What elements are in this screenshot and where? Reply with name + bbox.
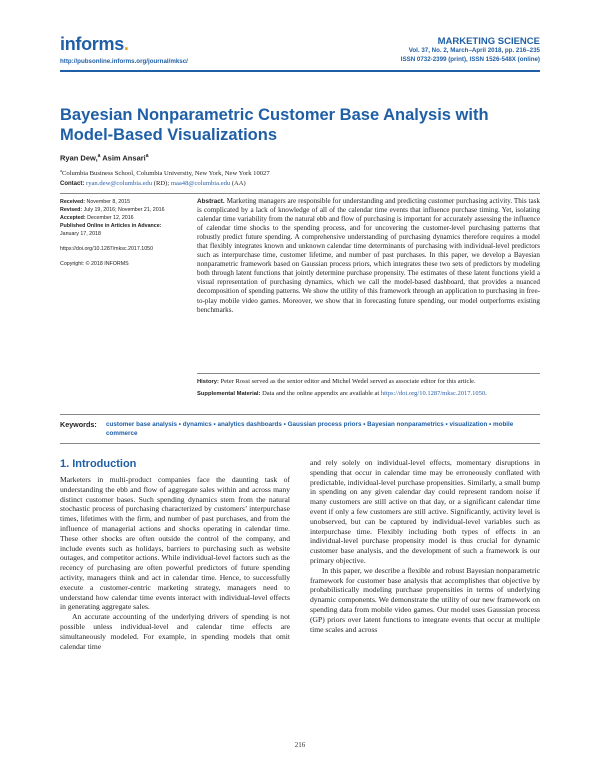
history: History: Peter Rossi served as the senior editor and Michel Wedel served as associate editor for this article. Supplemental Material: Data and the online appendix are available at https://doi.org/10.1287/mksc.2017.1050. <box>197 378 487 397</box>
supplemental-link[interactable]: https://doi.org/10.1287/mksc.2017.1050 <box>380 389 486 397</box>
paragraph: and rely solely on individual-level effects, momentary disruptions in spending that occur in calendar time may be erroneously conflated with predictable, individual-level purchase propensities. Similarly, a small bump in spending on any given calendar day could represent random noise if many customers are still active on that day, or a significant calendar time event if only a few customers are still active. Significantly, activity level is unobserved, but can be captured by individual-level variables such as interpurchase time. Flexibly including both types of effects in an individual-level purchase propensity model is thus crucial for dynamic customer base analysis, and the development of such a framework is our primary objective. <box>310 458 540 565</box>
abstract <box>197 197 540 315</box>
doi-link[interactable]: https://doi.org/10.1287/mksc.2017.1050 <box>60 245 154 252</box>
paper-title: Bayesian Nonparametric Customer Base Analysis with Model-Based Visualizations <box>60 106 489 144</box>
keywords-list[interactable]: customer base analysis • dynamics • analytics dashboards • Gaussian process priors • Bayesian nonparametrics • visualization • mobile commerce <box>106 421 514 437</box>
volume-line: Vol. 37, No. 2, March–April 2018, pp. 216–235 <box>408 47 540 54</box>
journal-name: MARKETING SCIENCE <box>437 36 540 47</box>
section-heading: 1. Introduction <box>60 458 137 470</box>
journal-info <box>401 36 540 64</box>
divider <box>197 373 540 374</box>
contact: Contact: ryan.dew@columbia.edu (RD); maa48@columbia.edu (AA) <box>60 180 246 187</box>
page-number: 216 <box>294 741 306 749</box>
email-link-1[interactable]: ryan.dew@columbia.edu <box>86 180 153 187</box>
paragraph: An accurate accounting of the underlying drivers of spending is not possible unless individual-level and calendar time effects are simultaneously modeled. For example, in spending models that omit calendar time <box>60 612 290 651</box>
copyright: Copyright: © 2018 INFORMS <box>60 260 129 267</box>
header-rule <box>60 70 540 72</box>
informs-logo: informs. <box>60 34 129 54</box>
keywords-label: Keywords: <box>60 420 97 429</box>
divider <box>60 443 540 444</box>
divider <box>60 414 540 415</box>
paragraph: In this paper, we describe a flexible and robust Bayesian nonparametric framework for customer base analysis that accomplishes that objective by probabilistically modeling purchase propensities in terms of underlying dynamic components. We demonstrate the utility of our new framework on spending data from mobile video games. Our model uses Gaussian process (GP) priors over latent functions to integrate events that occur at multiple time scales and across <box>310 565 540 634</box>
body-column-right <box>310 458 540 634</box>
issn-line: ISSN 0732-2399 (print), ISSN 1526-548X (online) <box>400 55 540 63</box>
author-1: Ryan Dew, <box>60 153 98 163</box>
paragraph: Marketers in multi-product companies face the daunting task of understanding the ebb and flow of aggregate sales within and across many distinct customer bases. Such spending dynamics stem from the natural stochastic process of purchasing characterized by customers’ interpurchase times, lifetimes with the firm, and number of past purchases, and from the influence of managerial actions and shocks operating in calendar time. These other shocks are often outside the control of the company, and include events such as holidays, barriers to purchasing such as website outages, and competitor actions. While individual-level factors such as the recency of purchasing are often powerful predictors of future spending activity, managers think and act in calendar time. Hence, to successfully execute a customer-centric marketing strategy, managers need to understand how calendar time events interact with individual-level effects in generating aggregate sales. <box>60 475 290 612</box>
author-2: Asim Ansari <box>102 153 146 163</box>
divider <box>60 193 540 194</box>
body-column-left <box>60 458 290 651</box>
abstract-text: Marketing managers are responsible for understanding and predicting customer purchasing activity. This task is complicated by a lack of knowledge of all of the calendar time events that influence purchase timing. Yet, isolating calendar time variability from the natural ebb and flow of purchasing is important for accurately assessing the influence of calendar time shocks to the spending process, and for uncovering the customer-level purchasing patterns that robustly predict future spending. A comprehensive understanding of purchasing dynamics therefore requires a model that flexibly integrates known and unknown calendar time determinants of purchasing with individual-level predictors such as interpurchase time, customer lifetime, and number of past purchases. In this paper, we develop a Bayesian nonparametric framework based on Gaussian process priors, which integrates these two sets of predictors by modeling both through latent functions that jointly determine purchase propensity. The estimates of these latent functions yield a visual representation of purchasing dynamics, which we call the model-based dashboard, that provides a nuanced decomposition of spending patterns. We show the utility of this framework through an application to purchasing in free-to-play mobile video games. Moreover, we show that in forecasting future spending, our model outperforms existing benchmarks. <box>197 197 540 314</box>
affiliation: $^a$Columbia Business School, Columbia University, New York, New York 10027 <box>60 168 270 178</box>
abstract-label: Abstract. <box>197 198 225 205</box>
article-meta: Received: November 8, 2015 Revised: July 19, 2016; November 21, 2016 Accepted: December 12, 2016 Published Online in Articles in Advance: January 17, 2018 https://doi.org/10.1287/mksc.2017.1050 Copyright: © 2018 INFORMS <box>60 199 190 269</box>
email-link-2[interactable]: maa48@columbia.edu <box>170 180 231 187</box>
authors: Ryan Dew,$^a$ Asim Ansari$^a$ <box>60 153 149 163</box>
journal-url-link[interactable]: http://pubsonline.informs.org/journal/mksc/ <box>60 58 188 65</box>
